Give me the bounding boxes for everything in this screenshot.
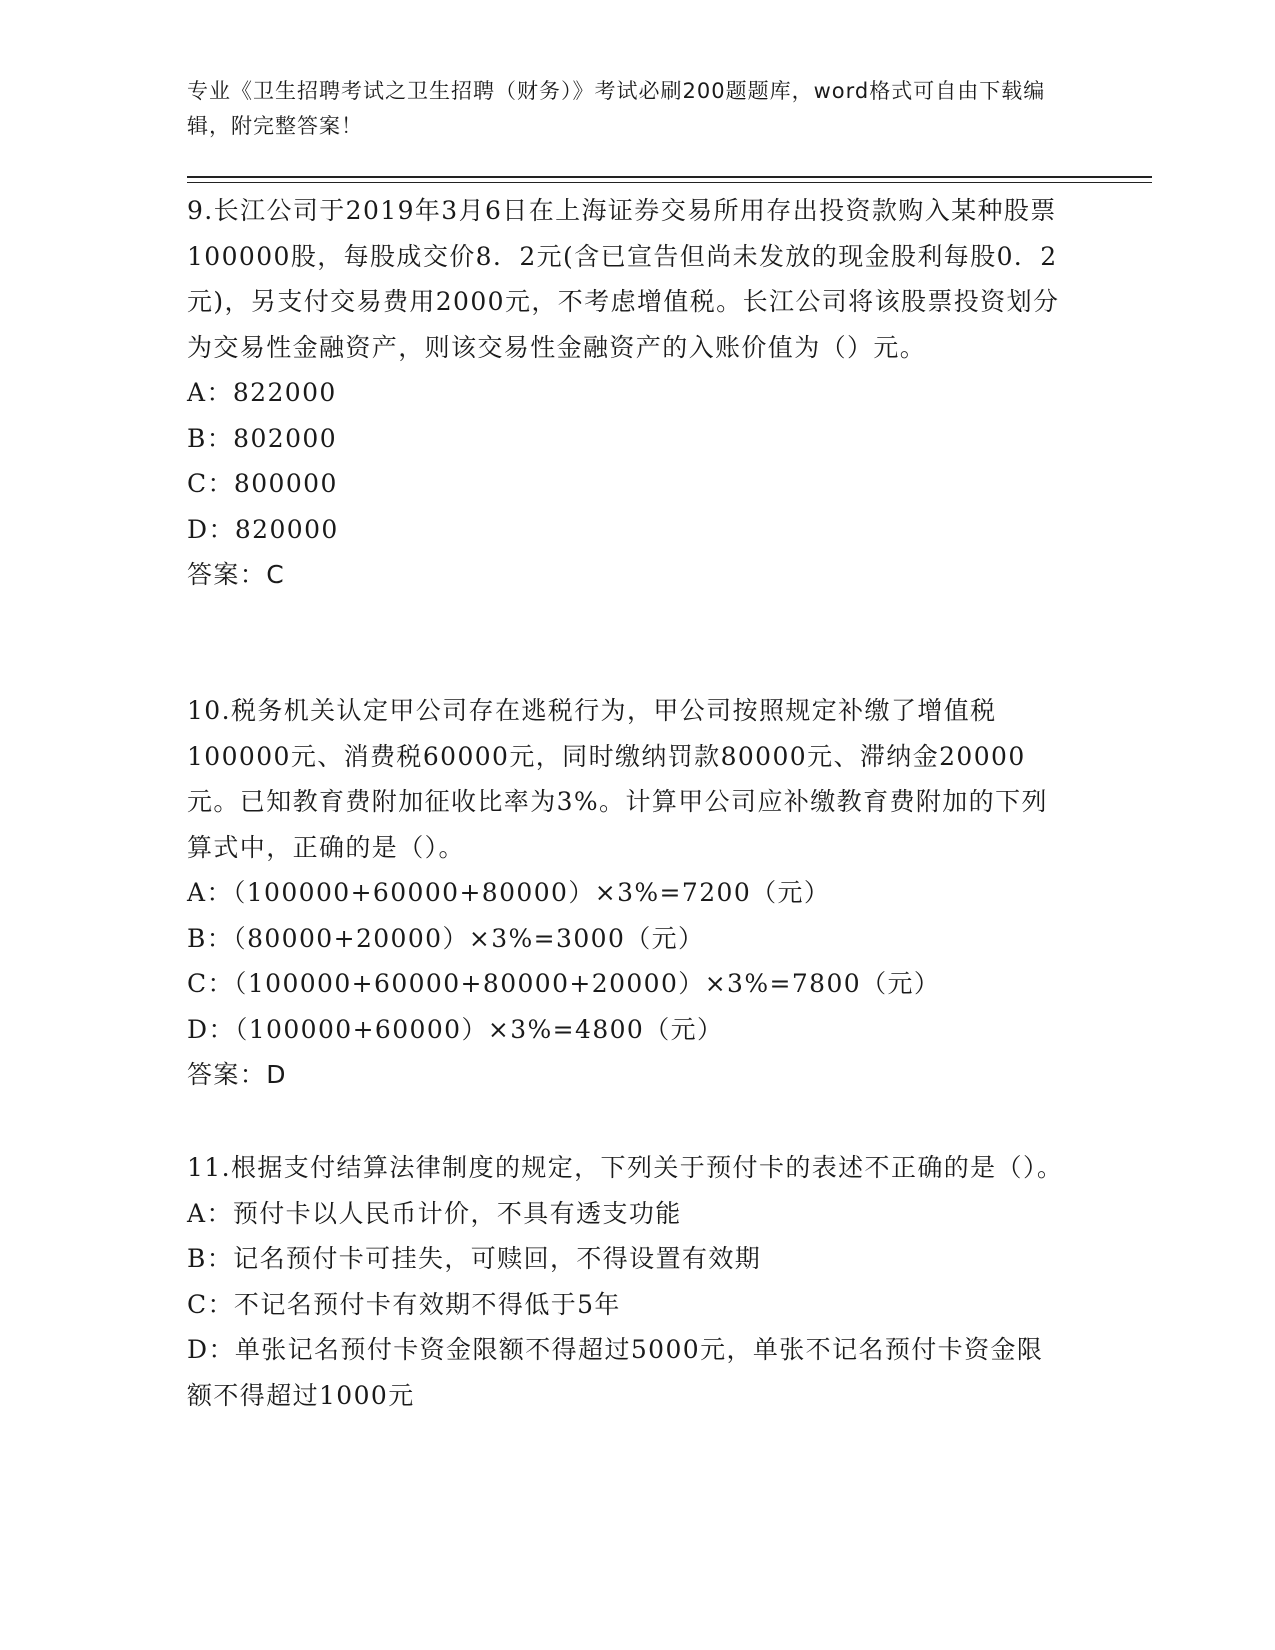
document-header: 专业《卫生招聘考试之卫生招聘（财务）》考试必刷200题题库，word格式可自由下载编辑，附完整答案！ (187, 79, 1046, 138)
option-c: C：800000 (187, 469, 338, 498)
option-d: D：（100000+60000）×3%=4800（元） (187, 1014, 724, 1044)
option-a: A：（100000+60000+80000）×3%=7200（元） (187, 878, 831, 907)
question-11 (187, 1145, 1067, 1418)
question-stem: 10.税务机关认定甲公司存在逃税行为，甲公司按照规定补缴了增值税100000元、消费税60000元，同时缴纳罚款80000元、滞纳金20000元。已知教育费附加征收比率为3%。计算甲公司应补缴教育费附加的下列算式中，正确的是（）。 (187, 696, 1048, 862)
question-10 (187, 688, 1067, 1098)
answer-line: 答案：D (187, 1060, 287, 1089)
option-d: D：820000 (187, 514, 339, 544)
option-b: B：记名预付卡可挂失，可赎回，不得设置有效期 (187, 1244, 762, 1273)
question-9 (187, 188, 1067, 598)
option-c: C：不记名预付卡有效期不得低于5年 (187, 1289, 621, 1319)
option-a: A：822000 (187, 378, 337, 407)
header-rule-thick (187, 176, 1152, 178)
header-rule-thin (187, 182, 1152, 183)
option-a: A：预付卡以人民币计价，不具有透支功能 (187, 1198, 682, 1228)
question-stem: 9.长江公司于2019年3月6日在上海证券交易所用存出投资款购入某种股票100000股，每股成交价8．2元(含已宣告但尚未发放的现金股利每股0．2元)，另支付交易费用2000元，不考虑增值税。长江公司将该股票投资划分为交易性金融资产，则该交易性金融资产的入账价值为（）元。 (187, 196, 1060, 362)
option-b: B：802000 (187, 423, 338, 453)
question-stem: 11.根据支付结算法律制度的规定，下列关于预付卡的表述不正确的是（）。 (187, 1153, 1064, 1182)
answer-line: 答案：C (187, 560, 286, 589)
option-b: B：（80000+20000）×3%=3000（元） (187, 923, 705, 953)
option-c: C：（100000+60000+80000+20000）×3%=7800（元） (187, 969, 941, 998)
option-d: D：单张记名预付卡资金限额不得超过5000元，单张不记名预付卡资金限额不得超过1000元 (187, 1335, 1044, 1410)
